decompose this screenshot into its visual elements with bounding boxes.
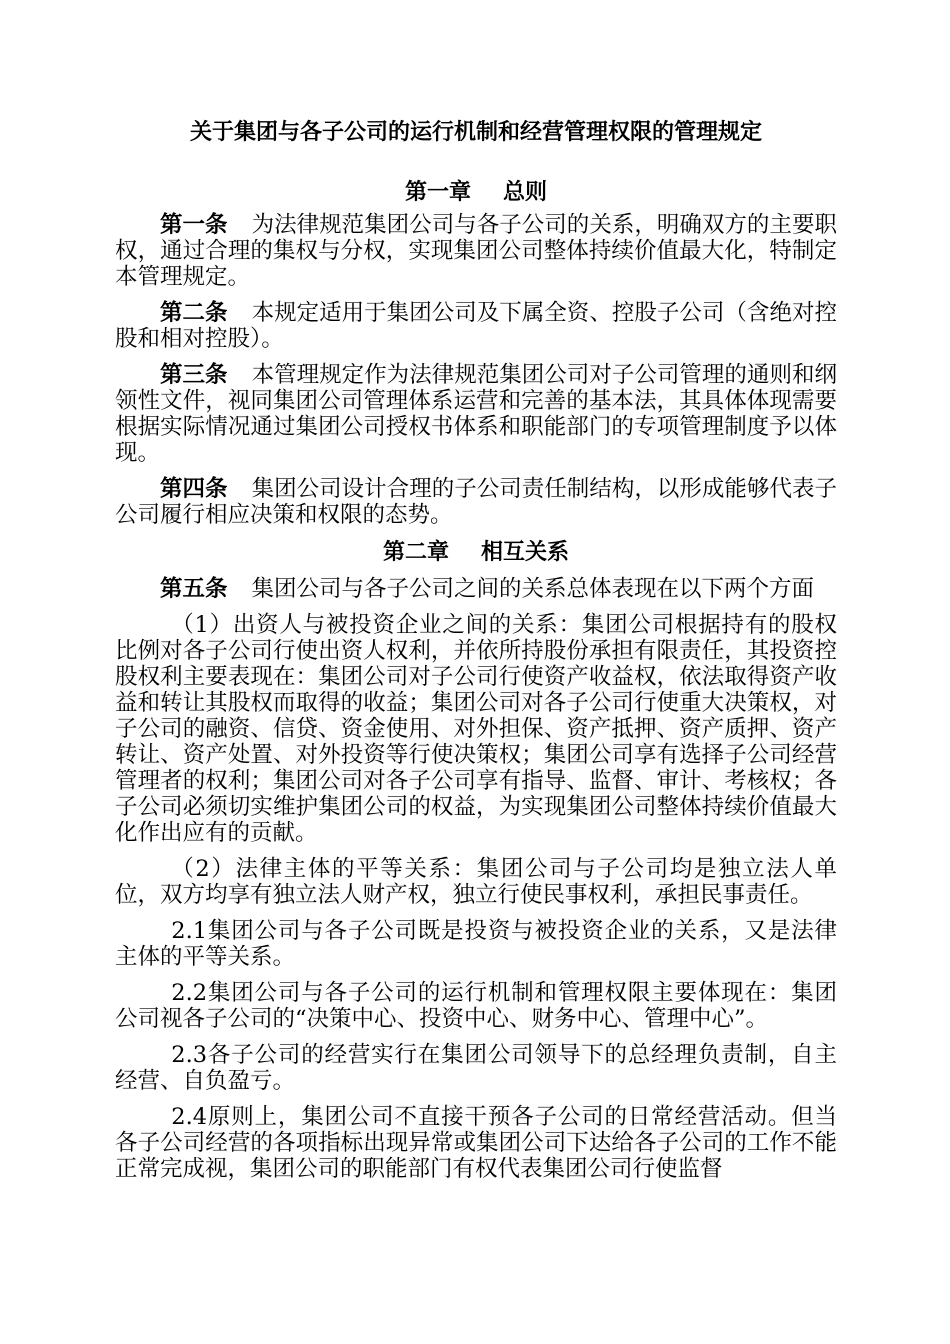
chapter-2-number: 第二章 xyxy=(382,540,449,565)
clause-2-3: 2.3各子公司的经营实行在集团公司领导下的总经理负责制，自主经营、自负盈亏。 xyxy=(115,1042,837,1094)
article-3 xyxy=(115,362,837,466)
article-4 xyxy=(115,476,837,528)
chapter-1-number: 第一章 xyxy=(404,180,471,205)
document-body xyxy=(115,118,837,1192)
chapter-2-name: 相互关系 xyxy=(481,540,570,565)
article-3-text: 本管理规定作为法律规范集团公司对子公司管理的通则和纲领性文件，视同集团公司管理体系运营和完善的基本法，其具体体现需要根据实际情况通过集团公司授权书体系和职能部门的专项管理制度予以体现。 xyxy=(115,362,837,466)
article-5-label: 第五条 xyxy=(160,576,228,602)
article-5-text: 集团公司与各子公司之间的关系总体表现在以下两个方面 xyxy=(251,576,815,602)
clause-2: （2）法律主体的平等关系：集团公司与子公司均是独立法人单位，双方均享有独立法人财产权，独立行使民事权利，承担民事责任。 xyxy=(115,856,837,908)
chapter-2-heading xyxy=(115,538,837,568)
article-2-label: 第二条 xyxy=(160,300,228,326)
clause-1: （1）出资人与被投资企业之间的关系：集团公司根据持有的股权比例对各子公司行使出资人权利，并依所持股份承担有限责任，其投资控股权利主要表现在：集团公司对子公司行使资产收益权，依法取得资产收益和转让其股权而取得的收益；集团公司对各子公司行使重大决策权，对子公司的融资、信贷、资金使用、对外担保、资产抵押、资产质押、资产转让、资产处置、对外投资等行使决策权；集团公司享有选择子公司经营管理者的权利；集团公司对各子公司享有指导、监督、审计、考核权；各子公司必须切实维护集团公司的权益，为实现集团公司整体持续价值最大化作出应有的贡献。 xyxy=(115,612,837,846)
document-title: 关于集团与各子公司的运行机制和经营管理权限的管理规定 xyxy=(189,120,762,145)
article-4-label: 第四条 xyxy=(160,476,228,502)
clause-2-2: 2.2集团公司与各子公司的运行机制和管理权限主要体现在：集团公司视各子公司的“决策中心、投资中心、财务中心、管理中心”。 xyxy=(115,980,837,1032)
article-2 xyxy=(115,300,837,352)
article-2-text: 本规定适用于集团公司及下属全资、控股子公司（含绝对控股和相对控股）。 xyxy=(115,300,837,352)
clause-2-4: 2.4原则上，集团公司不直接干预各子公司的日常经营活动。但当各子公司经营的各项指标出现异常或集团公司下达给各子公司的工作不能正常完成视，集团公司的职能部门有权代表集团公司行使监督 xyxy=(115,1104,837,1182)
chapter-1-heading xyxy=(115,178,837,208)
article-4-text: 集团公司设计合理的子公司责任制结构，以形成能够代表子公司履行相应决策和权限的态势。 xyxy=(115,476,837,528)
article-1-text: 为法律规范集团公司与各子公司的关系，明确双方的主要职权，通过合理的集权与分权，实现集团公司整体持续价值最大化，特制定本管理规定。 xyxy=(115,212,837,290)
article-1-label: 第一条 xyxy=(160,212,228,238)
clause-2-1: 2.1集团公司与各子公司既是投资与被投资企业的关系，又是法律主体的平等关系。 xyxy=(115,918,837,970)
chapter-1-name: 总则 xyxy=(503,180,548,205)
article-3-label: 第三条 xyxy=(160,362,228,388)
article-1 xyxy=(115,212,837,290)
article-5 xyxy=(115,576,837,602)
